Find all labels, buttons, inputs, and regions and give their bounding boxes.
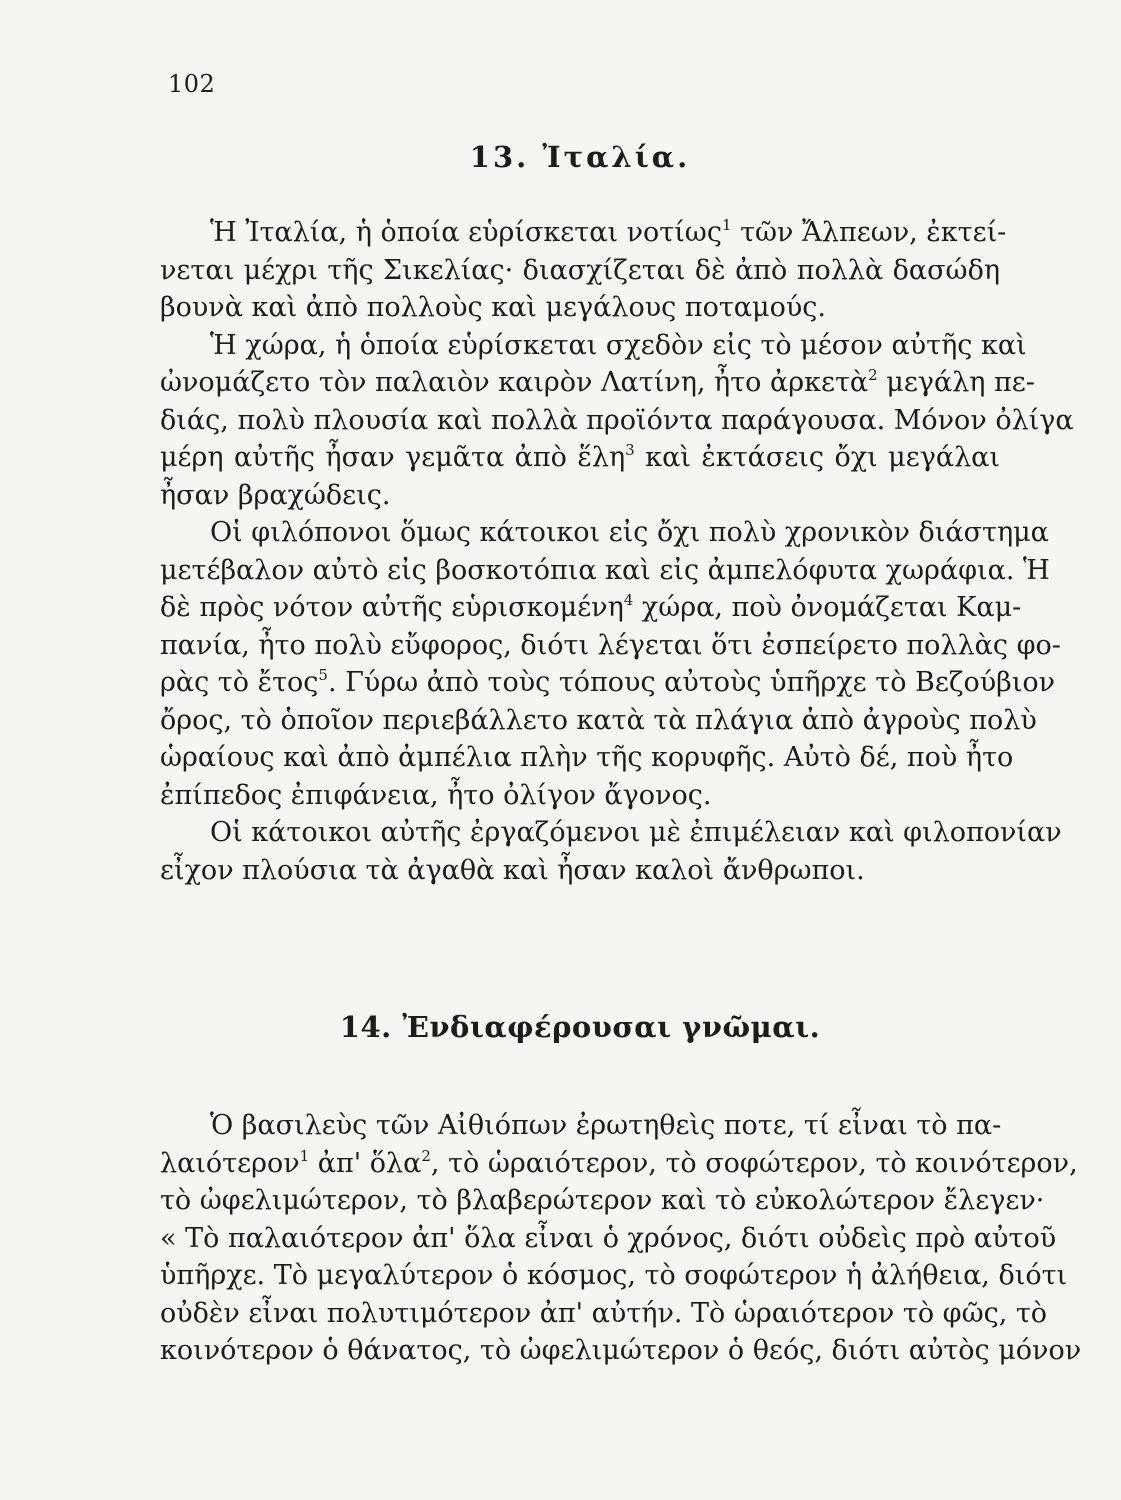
text-line: ὠνομάζετο τὸν παλαιὸν καιρὸν Λατίνη, ἦτο ἀρκετὰ$^2$ μεγάλη πε-	[160, 366, 1035, 398]
text-line: μέρη αὐτῆς ἦσαν γεμᾶτα ἀπὸ ἕλη$^3$ καὶ ἐκτάσεις ὄχι μεγάλαι	[160, 441, 1000, 473]
text-line: εἶχον πλούσια τὰ ἀγαθὰ καὶ ἦσαν καλοὶ ἄνθρωποι.	[160, 854, 865, 886]
text-line: μετέβαλον αὐτὸ εἰς βοσκοτόπια καὶ εἰς ἀμπελόφυτα χωράφια. Ἡ	[160, 554, 1050, 586]
section-heading-opinions: 14. Ἐνδιαφέρουσαι γνῶμαι.	[339, 1010, 821, 1044]
footnote-marker: 2	[421, 1146, 431, 1165]
text-line: δὲ πρὸς νότον αὐτῆς εὑρισκομένη$^4$ χώρα, ποὺ ὀνομάζεται Καμ-	[160, 591, 1022, 623]
text-line: βουνὰ καὶ ἀπὸ πολλοὺς καὶ μεγάλους ποταμούς.	[160, 292, 826, 323]
text-line: Οἱ κάτοικοι αὐτῆς ἐργαζόμενοι μὲ ἐπιμέλειαν καὶ φιλοπονίαν	[210, 817, 1062, 848]
text-line: τὸ ὠφελιμώτερον, τὸ βλαβερώτερον καὶ τὸ εὐκολώτερον ἔλεγεν·	[160, 1185, 1045, 1216]
footnote-marker: 5	[318, 666, 328, 684]
text-line: πανία, ἦτο πολὺ εὔφορος, διότι λέγεται ὅτι ἐσπείρετο πολλὰς φο-	[160, 629, 1061, 661]
text-line: Ὁ βασιλεὺς τῶν Αἰθιόπων ἐρωτηθεὶς ποτε, τί εἶναι τὸ πα-	[210, 1110, 1002, 1141]
section-heading-italy: 13. Ἰταλία.	[469, 140, 691, 174]
text-line: ὑπῆρχε. Τὸ μεγαλύτερον ὁ κόσμος, τὸ σοφώτερον ἡ ἀλήθεια, διότι	[160, 1260, 1068, 1291]
text-line: ρὰς τὸ ἔτος$^5$. Γύρω ἀπὸ τοὺς τόπους αὐτοὺς ὑπῆρχε τὸ Βεζούβιον	[160, 666, 1056, 698]
text-line: λαιότερον$^1$ ἀπ' ὅλα$^2$, τὸ ὡραιότερον, τὸ σοφώτερον, τὸ κοινότερον,	[160, 1146, 1078, 1179]
text-line: οὐδὲν εἶναι πολυτιμότερον ἀπ' αὐτήν. Τὸ ὡραιότερον τὸ φῶς, τὸ	[160, 1297, 1048, 1329]
footnote-marker: 3	[625, 441, 635, 459]
text-line: Ἡ Ἰταλία, ἡ ὁποία εὑρίσκεται νοτίως$^1$ τῶν Ἄλπεων, ἐκτεί-	[210, 216, 1007, 248]
text-line: νεται μέχρι τῆς Σικελίας· διασχίζεται δὲ ἀπὸ πολλὰ δασώδη	[160, 254, 1000, 286]
text-line: Οἱ φιλόπονοι ὅμως κάτοικοι εἰς ὄχι πολὺ χρονικὸν διάστημα	[210, 517, 1049, 548]
page-number: 102	[168, 70, 216, 98]
text-line: ὡραίους καὶ ἀπὸ ἀμπέλια πλὴν τῆς κορυφῆς. Αὐτὸ δέ, ποὺ ἦτο	[160, 742, 1014, 773]
text-line: διάς, πολὺ πλουσία καὶ πολλὰ προϊόντα παράγουσα. Μόνον ὀλίγα	[160, 404, 1074, 436]
footnote-marker: 1	[721, 216, 732, 234]
text-line: ἦσαν βραχώδεις.	[160, 479, 391, 511]
footnote-marker: 1	[299, 1146, 310, 1165]
text-line: ἐπίπεδος ἐπιφάνεια, ἦτο ὀλίγον ἄγονος.	[160, 779, 712, 811]
footnote-marker: 2	[868, 366, 878, 384]
text-line: ὄρος, τὸ ὁποῖον περιεβάλλετο κατὰ τὰ πλάγια ἀπὸ ἀγροὺς πολὺ	[160, 704, 1037, 736]
section-body-opinions	[160, 1107, 1082, 1370]
footnote-marker: 4	[623, 591, 634, 609]
text-line: « Τὸ παλαιότερον ἀπ' ὅλα εἶναι ὁ χρόνος, διότι οὐδεὶς πρὸ αὐτοῦ	[160, 1222, 1057, 1254]
text-line: κοινότερον ὁ θάνατος, τὸ ὠφελιμώτερον ὁ θεός, διότι αὐτὸς μόνον	[160, 1335, 1082, 1366]
text-line: Ἡ χώρα, ἡ ὁποία εὑρίσκεται σχεδὸν εἰς τὸ μέσον αὐτῆς καὶ	[210, 329, 1027, 361]
section-body-italy	[160, 214, 1074, 889]
